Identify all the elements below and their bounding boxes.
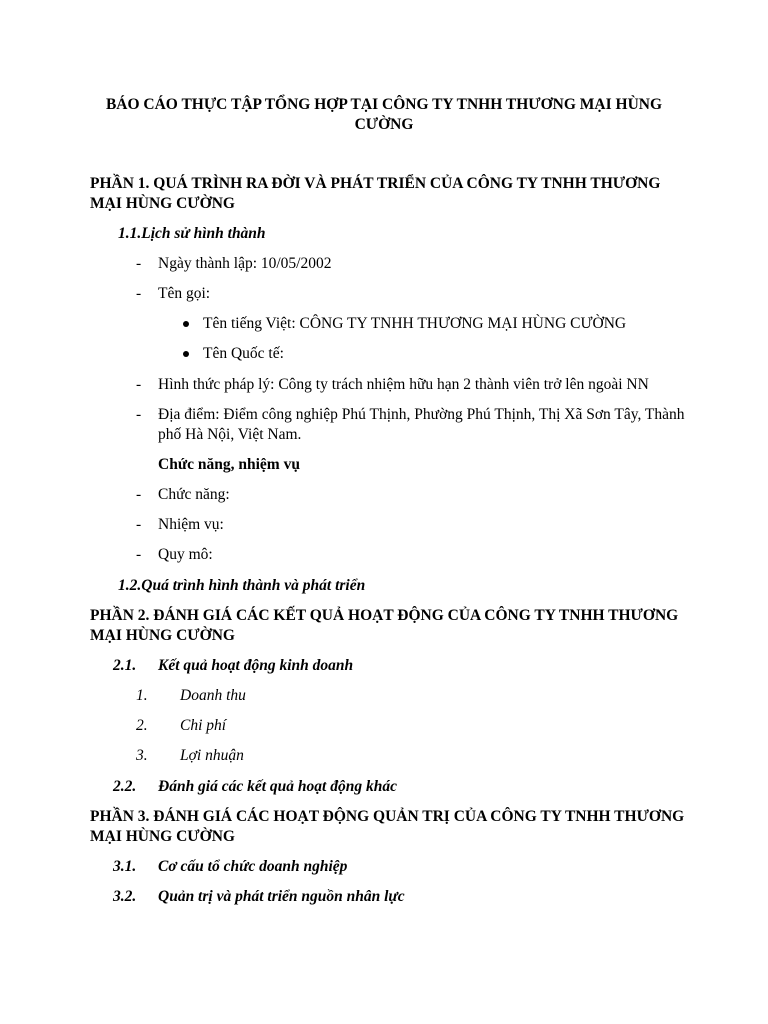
function-text: Chức năng: (158, 486, 230, 503)
international-name-text: Tên Quốc tế: (203, 345, 284, 362)
section-title: Quản trị và phát triển nguồn nhân lực (158, 888, 405, 905)
section-1-1-heading: 1.1.Lịch sử hình thành (118, 225, 266, 242)
section-number: 2.2. (113, 778, 137, 795)
list-text: Chi phí (180, 717, 227, 734)
list-number: 2. (136, 717, 148, 734)
part3-heading: PHẦN 3. ĐÁNH GIÁ CÁC HOẠT ĐỘNG QUẢN TRỊ CỦA CÔNG TY TNHH THƯƠNG MẠI HÙNG CƯỜNG (90, 808, 685, 845)
list-number: 1. (136, 687, 148, 704)
name-label-text: Tên gọi: (158, 285, 211, 302)
part1-heading: PHẦN 1. QUÁ TRÌNH RA ĐỜI VÀ PHÁT TRIỂN CỦA CÔNG TY TNHH THƯƠNG MẠI HÙNG CƯỜNG (90, 175, 661, 212)
section-number: 3.1. (113, 858, 137, 875)
scale-text: Quy mô: (158, 546, 213, 563)
bullet-icon (183, 351, 189, 357)
founding-date-text: Ngày thành lập: 10/05/2002 (158, 255, 332, 272)
list-text: Lợi nhuận (180, 747, 244, 764)
part2-heading: PHẦN 2. ĐÁNH GIÁ CÁC KẾT QUẢ HOẠT ĐỘNG CỦA CÔNG TY TNHH THƯƠNG MẠI HÙNG CƯỜNG (90, 607, 679, 644)
dash-marker: - (136, 406, 142, 423)
list-text: Doanh thu (180, 687, 246, 704)
dash-marker: - (136, 516, 142, 533)
legal-form-text: Hình thức pháp lý: Công ty trách nhiệm hữu hạn 2 thành viên trở lên ngoài NN (158, 376, 649, 393)
list-number: 3. (136, 747, 148, 764)
section-title: Cơ cấu tổ chức doanh nghiệp (158, 858, 348, 875)
section-title: Đánh giá các kết quả hoạt động khác (158, 778, 397, 795)
section-number: 3.2. (113, 888, 137, 905)
section-title: Kết quả hoạt động kinh doanh (158, 657, 354, 674)
location-text: Địa điểm: Điểm công nghiệp Phú Thịnh, Phường Phú Thịnh, Thị Xã Sơn Tây, Thành phố Hà Nội, Việt Nam. (158, 406, 685, 443)
dash-marker: - (136, 376, 142, 393)
dash-marker: - (136, 255, 142, 272)
section-1-2-heading: 1.2.Quá trình hình thành và phát triển (118, 577, 366, 594)
dash-marker: - (136, 486, 142, 503)
dash-marker: - (136, 285, 142, 302)
vietnamese-name-text: Tên tiếng Việt: CÔNG TY TNHH THƯƠNG MẠI HÙNG CƯỜNG (203, 315, 627, 332)
dash-marker: - (136, 546, 142, 563)
document-title: BÁO CÁO THỰC TẬP TỔNG HỢP TẠI CÔNG TY TNHH THƯƠNG MẠI HÙNG CƯỜNG (105, 96, 663, 133)
bullet-icon (183, 321, 189, 327)
section-number: 2.1. (113, 657, 137, 674)
list-item (0, 405, 768, 447)
functions-heading: Chức năng, nhiệm vụ (158, 456, 300, 473)
duty-text: Nhiệm vụ: (158, 516, 224, 533)
